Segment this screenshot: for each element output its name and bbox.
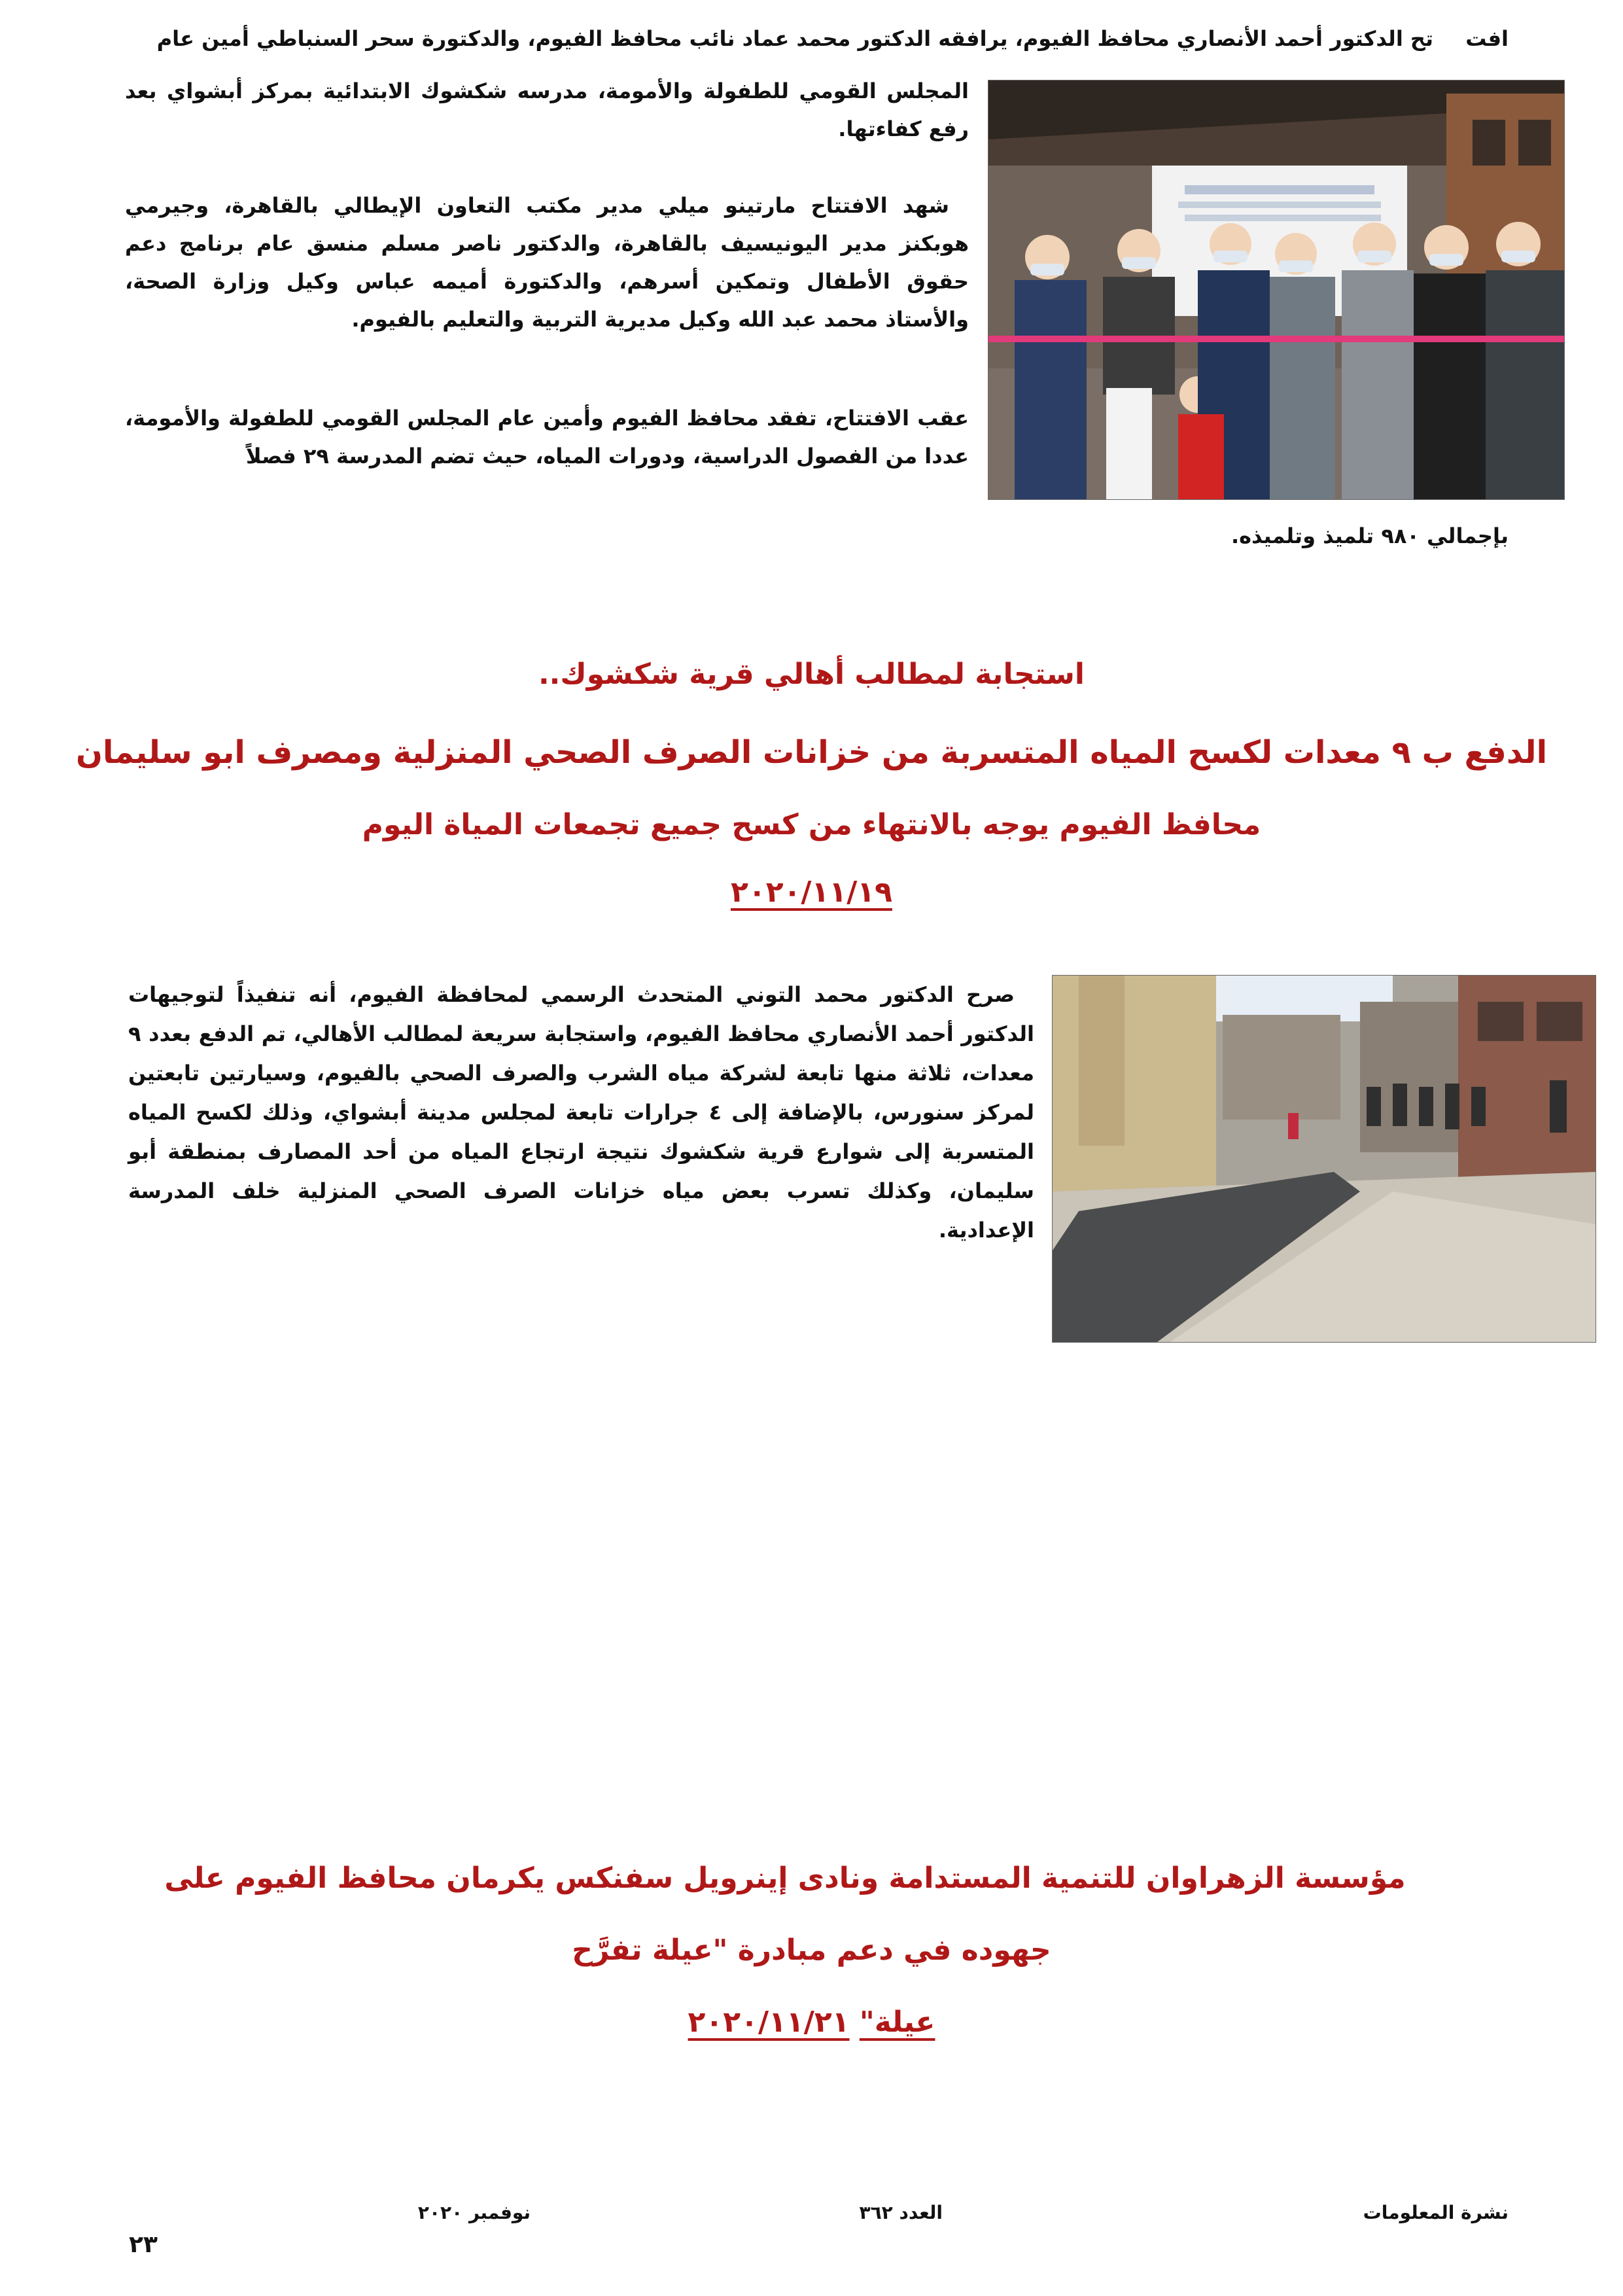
article3-headline-line-2: جهوده في دعم مبادرة "عيلة تفرَّح <box>572 1934 1051 1967</box>
article2-date-text: ٢٠٢٠/١١/١٩ <box>731 875 892 909</box>
article3-date: ٢٠٢٠/١١/٢١ <box>688 2005 850 2039</box>
article2-kicker: استجابة لمطالب أهالي قرية شكشوك.. <box>538 658 1085 691</box>
article1-paragraph-2: شهد الافتتاح مارتينو ميلي مدير مكتب التعاون الإيطالي بالقاهرة، وجيرمي هوبكنز مدير اليونيسيف بالقاهرة، والدكتور ناصر مسلم منسق عام برنامج دعم حقوق الأطفال وتمكين أسرهم، والدكتورة أميمه عباس وكيل وزارة الصحة، والأستاذ محمد عبد الله وكيل مديرية التربية والتعليم بالفيوم. <box>125 193 969 332</box>
article1-paragraph-1: المجلس القومي للطفولة والأمومة، مدرسه شكشوك الابتدائية بمركز أبشواي بعد رفع كفاءتها. <box>125 79 969 141</box>
article2-date <box>0 875 1623 909</box>
article3-headline-line-1: مؤسسة الزهراوان للتنمية المستدامة ونادى إينرويل سفنكس يكرمان محافظ الفيوم على <box>164 1862 1406 1895</box>
article1-paragraph-3: عقب الافتتاح، تفقد محافظ الفيوم وأمين عام المجلس القومي للطفولة والأمومة، عددا من الفصول الدراسية، ودورات المياه، حيث تضم المدرسة ٢٩ فصلاً <box>125 406 969 468</box>
article3-date-word: عيلة" <box>859 2005 935 2039</box>
article2-body: صرح الدكتور محمد التوني المتحدث الرسمي لمحافظة الفيوم، أنه تنفيذاً لتوجيهات الدكتور أحمد الأنصاري محافظ الفيوم، واستجابة سريعة لمطالب الأهالي، تم الدفع بعدد ٩ معدات، ثلاثة منها تابعة لشركة مياه الشرب والصرف الصحي بالفيوم، وسيارتين تابعتين لمركز سنورس، بالإضافة إلى ٤ جرارات تابعة لمجلس مدينة أبشواي، وذلك لكسح المياه المتسربة إلى شوارع قرية شكشوك نتيجة ارتجاع المياه من أحد المصارف بمنطقة أبو سليمان، وكذلك تسرب بعض مياه خزانات الصرف الصحي المنزلية خلف المدرسة الإعدادية. <box>128 982 1034 1243</box>
article1-first-line: تح الدكتور أحمد الأنصاري محافظ الفيوم، يرافقه الدكتور محمد عماد نائب محافظ الفيوم، والدكتورة سحر السنباطي أمين عام <box>156 26 1433 51</box>
footer-issue: العدد ٣٦٢ <box>859 2202 943 2223</box>
footer-publication: نشرة المعلومات <box>1363 2202 1509 2223</box>
article2-subheadline: محافظ الفيوم يوجه بالانتهاء من كسح جميع تجمعات المياة اليوم <box>362 808 1261 841</box>
article2-headline: الدفع ب ٩ معدات لكسح المياه المتسربة من خزانات الصرف الصحي المنزلية ومصرف ابو سليمان <box>75 734 1548 771</box>
article1-paragraph-3-continued: بإجمالي ٩٨٠ تلميذ وتلميذه. <box>1230 523 1509 548</box>
street-drainage-photo <box>1052 975 1596 1343</box>
ribbon-cutting-photo <box>988 80 1565 500</box>
footer-month: نوفمبر ٢٠٢٠ <box>417 2202 531 2223</box>
article3-date-line <box>0 2005 1623 2039</box>
footer-page-number: ٢٣ <box>129 2231 158 2258</box>
article1-lead-word: افت <box>1465 26 1509 51</box>
